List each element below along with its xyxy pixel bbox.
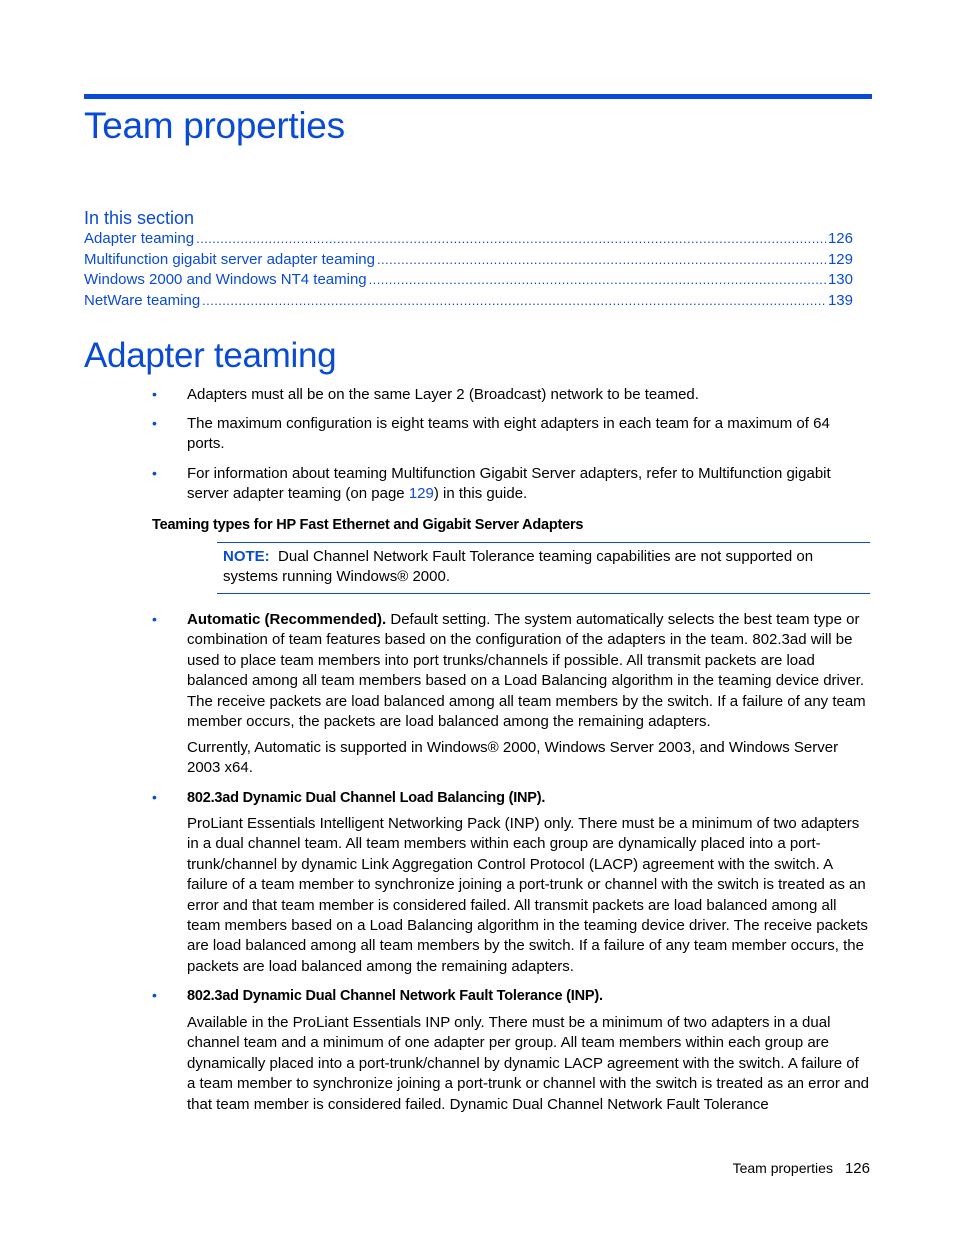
- note-text: [223, 547, 853, 588]
- bullet-icon: •: [152, 611, 157, 627]
- toc-leader-dots: [377, 250, 826, 271]
- bullet-icon: •: [152, 465, 157, 481]
- toc-entry-title[interactable]: NetWare teaming: [84, 291, 201, 309]
- bullet-text: Adapters must all be on the same Layer 2 (Broadcast) network to be teamed.: [187, 386, 699, 403]
- toc-entry-title[interactable]: Multifunction gigabit server adapter teaming: [84, 250, 375, 268]
- bullet-text: [187, 464, 869, 505]
- note-box: [217, 542, 870, 594]
- team-type-name: 802.3ad Dynamic Dual Channel Network Fault Tolerance (INP).: [187, 988, 603, 1004]
- toc-leader-dots: [369, 270, 826, 291]
- page-footer: [733, 1158, 870, 1179]
- footer-label: Team properties: [732, 1160, 833, 1176]
- footer-page-number: 126: [844, 1160, 870, 1177]
- toc-entry-netware-teaming[interactable]: [84, 291, 853, 312]
- toc-entry-page[interactable]: 126: [827, 230, 853, 247]
- bullet-text-before: For information about teaming Multifunction Gigabit Server adapters, refer to Multifunction gigabit server adapter teaming (on page: [187, 465, 831, 503]
- toc-entry-adapter-teaming[interactable]: [84, 229, 853, 250]
- team-type-desc: Default setting. The system automatically selects the best team type or combination of team features based on the configuration of the adapters in the team. 802.3ad will be used to place team members into port trunks/channels if possible. All transmit packets are load balanced among all team members based on a Load Balancing algorithm in the teaming device driver. The receive packets are load balanced among all team members by the switch. If a failure of any team member occurs, the packets are load balanced among the remaining adapters.: [187, 611, 866, 731]
- bullet-text-after: ) in this guide.: [433, 485, 528, 503]
- toc-entry-page[interactable]: 129: [827, 250, 853, 268]
- table-of-contents: [84, 229, 853, 311]
- team-type-desc: Available in the ProLiant Essentials INP only. There must be a minimum of two adapters in a dual channel team and a minimum of one adapter per group. All team members within each group are dynamically placed into a port-trunk/channel by dynamic LACP agreement with the switch. A failure of a team member to synchronize joining a port-trunk or channel with the switch is treated as an error and that team member is considered failed. Dynamic Dual Channel Network Fault Tolerance: [187, 1014, 870, 1113]
- bullet-icon: •: [152, 386, 157, 402]
- bullet-icon: •: [152, 987, 157, 1003]
- note-body: Dual Channel Network Fault Tolerance teaming capabilities are not supported on systems running Windows® 2000.: [223, 548, 814, 586]
- team-type-name: 802.3ad Dynamic Dual Channel Load Balancing (INP).: [187, 790, 546, 806]
- toc-leader-dots: [196, 229, 826, 250]
- team-type-extra: Currently, Automatic is supported in Windows® 2000, Windows Server 2003, and Windows Server 2003 x64.: [187, 739, 839, 777]
- toc-heading: In this section: [84, 208, 195, 228]
- teaming-types-subheading: Teaming types for HP Fast Ethernet and Gigabit Server Adapters: [152, 517, 584, 533]
- chapter-title: Team properties: [84, 105, 345, 146]
- toc-entry-multifunction-teaming[interactable]: [84, 250, 853, 271]
- section-title: Adapter teaming: [84, 336, 337, 375]
- page-link-129[interactable]: 129: [408, 485, 434, 503]
- team-type-name: Automatic (Recommended).: [187, 611, 387, 628]
- toc-entry-page[interactable]: 130: [827, 271, 853, 288]
- bullet-text: The maximum configuration is eight teams with eight adapters in each team for a maximum of 64 ports.: [187, 415, 830, 453]
- toc-entry-page[interactable]: 139: [827, 291, 853, 309]
- note-label: NOTE:: [223, 548, 270, 565]
- chapter-top-rule: [84, 94, 872, 99]
- toc-entry-windows-teaming[interactable]: [84, 270, 853, 291]
- bullet-icon: •: [152, 789, 157, 805]
- team-type-desc: ProLiant Essentials Intelligent Networking Pack (INP) only. There must be a minimum of two adapters in a dual channel team. All team members within each group are dynamically placed into a port-trunk/channel by dynamic Link Aggregation Control Protocol (LACP) agreement with the switch. A failure of a team member to synchronize joining a port-trunk or channel with the switch is treated as an error and that team member is considered failed. All transmit packets are load balanced among all team members based on a Load Balancing algorithm in the teaming device driver. The receive packets are load balanced among all team members by the switch. If a failure of any team member occurs, the packets are load balanced among the remaining adapters.: [187, 815, 868, 975]
- bullet-icon: •: [152, 415, 157, 431]
- toc-entry-title[interactable]: Adapter teaming: [84, 230, 195, 247]
- team-type-automatic: [187, 610, 869, 732]
- toc-leader-dots: [202, 291, 826, 312]
- toc-entry-title[interactable]: Windows 2000 and Windows NT4 teaming: [84, 271, 367, 288]
